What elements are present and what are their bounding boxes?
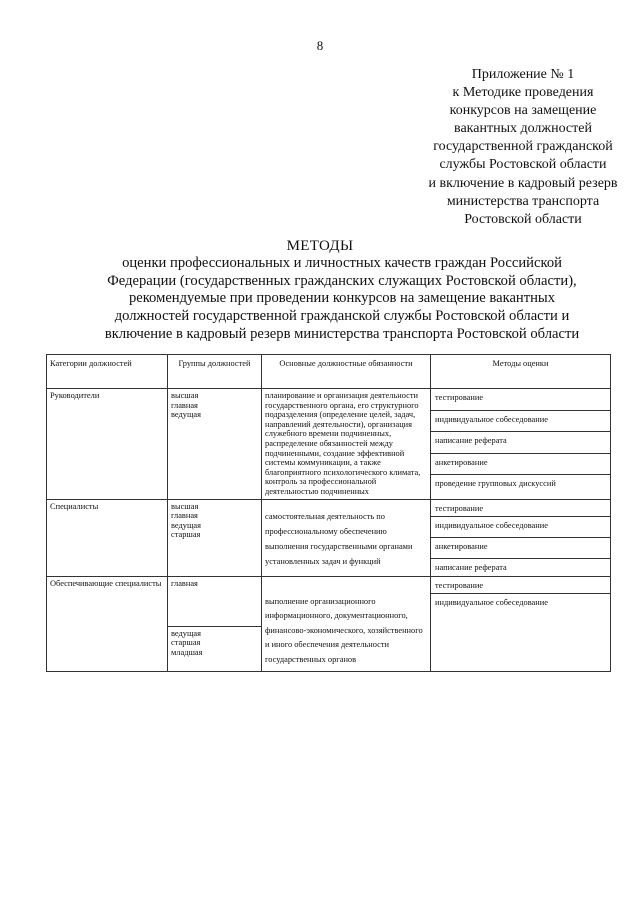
method-item: тестирование [431, 389, 610, 411]
annex-line: вакантных должностей [454, 121, 592, 137]
assessment-methods-table [46, 354, 611, 672]
method-item: написание реферата [431, 432, 610, 454]
header-duties: Основные должностные обязанности [262, 355, 431, 389]
method-item: тестирование [431, 577, 610, 594]
groups-cell: высшая главная ведущая старшая [168, 499, 262, 576]
method-item: проведение групповых дискуссий [435, 479, 556, 488]
groups-cell-top: главная [168, 577, 261, 627]
method-item: анкетирование [431, 538, 610, 559]
subtitle-line: Федерации (государственных гражданских служащих Ростовской области), [107, 272, 577, 289]
subtitle-line: рекомендуемые при проведении конкурсов на замещение вакантных [128, 290, 556, 307]
category-cell: Руководители [47, 389, 168, 500]
annex-line: Ростовской области [464, 211, 582, 227]
header-category: Категории должностей [47, 355, 168, 389]
methods-cell [431, 499, 611, 576]
annex-line: государственной гражданской [433, 139, 613, 155]
table-row [47, 499, 611, 576]
annex-line: к Методике проведения [452, 85, 594, 101]
annex-line: службы Ростовской области [439, 157, 607, 173]
groups-cell: высшая главная ведущая [168, 389, 262, 500]
groups-cell [168, 576, 262, 671]
subtitle-line: должностей государственной гражданской службы Ростовской области и [114, 308, 570, 325]
document-title: МЕТОДЫ [286, 238, 354, 254]
category-cell: Обеспечивающие специалисты [47, 576, 168, 671]
method-item: тестирование [431, 500, 610, 517]
method-item: написание реферата [435, 562, 507, 572]
annex-line: и включение в кадровый резерв [428, 175, 618, 191]
annex-line: министерства транспорта [446, 193, 600, 209]
table-row [47, 389, 611, 500]
duties-cell: выполнение организационного информационного, документационного, финансово-экономического, хозяйственного и иного обеспечения деятельности государственных органов [262, 576, 431, 671]
annex-caption [405, 66, 640, 229]
methods-cell [431, 576, 611, 671]
groups-cell-bottom: ведущая старшая младшая [171, 628, 203, 657]
methods-cell [431, 389, 611, 500]
method-item: индивидуальное собеседование [435, 597, 548, 607]
document-subtitle [66, 255, 618, 344]
method-item: анкетирование [431, 454, 610, 476]
category-cell: Специалисты [47, 499, 168, 576]
method-item: индивидуальное собеседование [431, 517, 610, 538]
duties-cell: самостоятельная деятельность по профессиональному обеспечению выполнения государственными органами установленных задач и функций [262, 499, 431, 576]
header-methods: Методы оценки [431, 355, 611, 389]
annex-line: конкурсов на замещение [449, 103, 597, 119]
annex-line: Приложение № 1 [471, 67, 575, 82]
method-item: индивидуальное собеседование [431, 411, 610, 433]
subtitle-line: включение в кадровый резерв министерства транспорта Ростовской области [104, 325, 580, 342]
page-number: 8 [316, 38, 324, 53]
duties-cell: планирование и организация деятельности государственного органа, его структурного подразделения (определение целей, задач, направлений деятельности), организация служебного времени подчиненных, распределение обязанностей между подчиненными, создание эффективной системы коммуникации, а также благоприятного психологического климата, контроль за профессиональной деятельностью подчиненных [262, 389, 431, 500]
subtitle-line: оценки профессиональных и личностных качеств граждан Российской [122, 255, 562, 271]
table-header-row [47, 355, 611, 389]
table-row [47, 576, 611, 671]
header-groups: Группы должностей [168, 355, 262, 389]
